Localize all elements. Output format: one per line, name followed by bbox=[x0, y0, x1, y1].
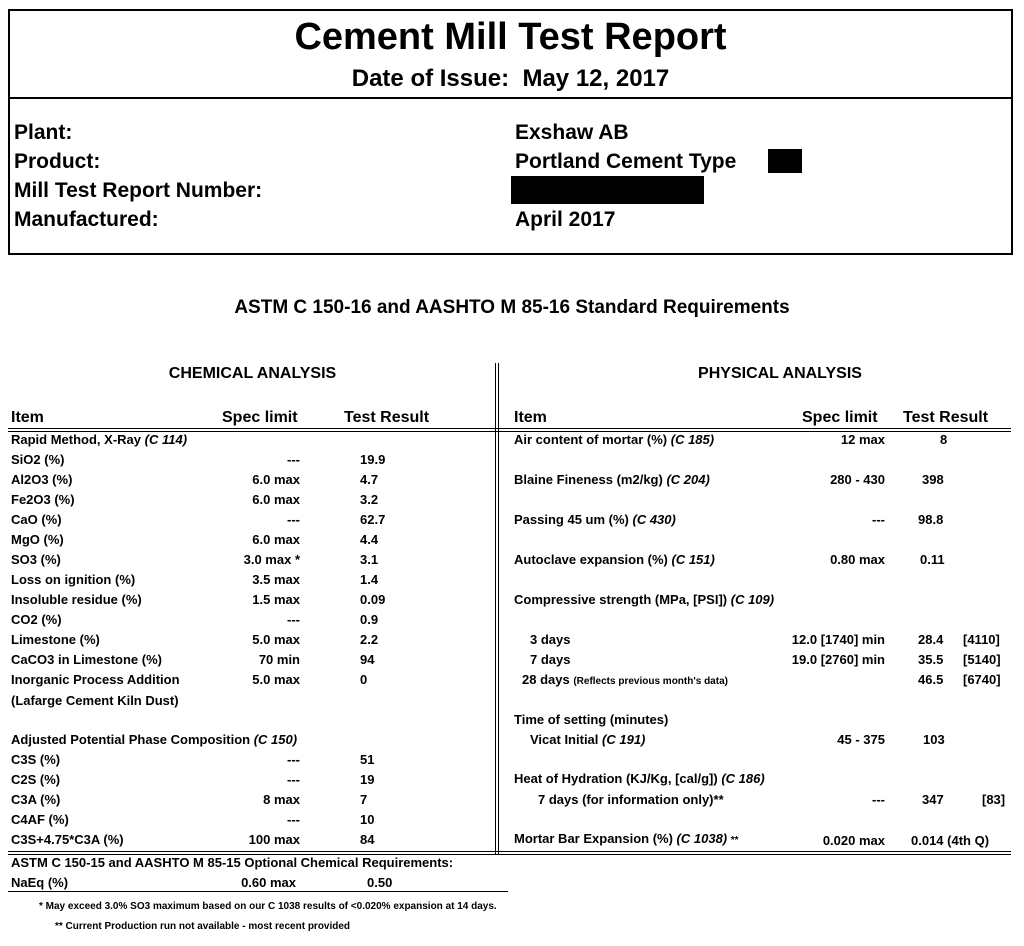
chem-row-spec: --- bbox=[287, 452, 300, 467]
naeq-item: NaEq (%) bbox=[11, 875, 69, 890]
vicat-result: 103 bbox=[923, 732, 945, 747]
chem-row-item: SO3 (%) bbox=[11, 552, 61, 567]
vicat-label bbox=[530, 732, 645, 747]
chem-row-spec: --- bbox=[287, 812, 300, 827]
d7-spec: 19.0 [2760] min bbox=[791, 652, 885, 667]
compressive-label-text: Compressive strength (MPa, [PSI]) bbox=[514, 592, 728, 607]
chem-row-spec: 8 max bbox=[263, 792, 300, 807]
heat-label bbox=[514, 771, 765, 786]
air-label: Air content of mortar (%) bbox=[514, 432, 668, 447]
report-number-label: Mill Test Report Number: bbox=[14, 179, 263, 202]
chem-row-item: CaO (%) bbox=[11, 512, 62, 527]
chem-row-item: C3A (%) bbox=[11, 792, 61, 807]
passing-ref: (C 430) bbox=[632, 512, 676, 527]
chem-row-spec: 5.0 max bbox=[252, 632, 300, 647]
chem-row-result: 0 bbox=[360, 672, 368, 687]
chem-row-spec: 3.0 max * bbox=[243, 552, 300, 567]
phase-title-label: Adjusted Potential Phase Composition bbox=[11, 732, 251, 747]
chem-row-spec: --- bbox=[287, 612, 300, 627]
mortar-star: ** bbox=[730, 835, 739, 846]
vicat-ref: (C 191) bbox=[602, 732, 646, 747]
blaine-label bbox=[514, 472, 710, 487]
chem-row-spec: 100 max bbox=[248, 832, 300, 847]
d28-result: 46.5 bbox=[918, 672, 944, 687]
d3-label: 3 days bbox=[530, 632, 571, 647]
chem-row-result: 0.9 bbox=[360, 612, 379, 627]
setting-label: Time of setting (minutes) bbox=[514, 712, 669, 727]
phase-title-ref: (C 150) bbox=[253, 732, 298, 747]
heat-ref: (C 186) bbox=[721, 771, 765, 786]
air-result: 8 bbox=[940, 432, 948, 447]
chem-row-result: 62.7 bbox=[360, 512, 386, 527]
chem-row-result: 7 bbox=[360, 792, 368, 807]
phase-title bbox=[11, 732, 297, 747]
blaine-result: 398 bbox=[922, 472, 944, 487]
heat7-label: 7 days (for information only)** bbox=[538, 792, 724, 807]
header-rule-top bbox=[8, 428, 1011, 429]
blaine-ref: (C 204) bbox=[666, 472, 710, 487]
manufactured-value: April 2017 bbox=[515, 208, 616, 231]
optional-rule bbox=[8, 891, 508, 892]
d3-psi: [4110] bbox=[963, 632, 1000, 647]
redacted-report-number bbox=[511, 176, 704, 204]
issue-date-value: May 12, 2017 bbox=[522, 65, 670, 92]
passing-label bbox=[514, 512, 676, 527]
chem-row-result: 2.2 bbox=[360, 632, 379, 647]
naeq-spec: 0.60 max bbox=[241, 875, 296, 890]
blaine-label-text: Blaine Fineness (m2/kg) bbox=[514, 472, 663, 487]
chem-row-spec: 6.0 max bbox=[252, 472, 300, 487]
d28-note: (Reflects previous month's data) bbox=[573, 676, 728, 687]
chem-method-ref: (C 114) bbox=[144, 432, 188, 447]
phys-col-item: Item bbox=[514, 409, 547, 426]
autoclave-result: 0.11 bbox=[920, 552, 945, 567]
d7-result: 35.5 bbox=[918, 652, 944, 667]
chem-col-result: Test Result bbox=[344, 409, 430, 426]
d28-label bbox=[522, 672, 728, 687]
plant-label: Plant: bbox=[14, 121, 73, 144]
autoclave-spec: 0.80 max bbox=[830, 552, 885, 567]
chem-row-result: 19 bbox=[360, 772, 375, 787]
chem-row-item: C3S+4.75*C3A (%) bbox=[11, 832, 124, 847]
report-title: Cement Mill Test Report bbox=[294, 16, 727, 58]
chem-row-item: Limestone (%) bbox=[11, 632, 100, 647]
mortar-ref: (C 1038) bbox=[676, 831, 728, 846]
chem-row-item: CO2 (%) bbox=[11, 612, 62, 627]
passing-label-text: Passing 45 um (%) bbox=[514, 512, 629, 527]
chem-row-result: 51 bbox=[360, 752, 375, 767]
vicat-spec: 45 - 375 bbox=[837, 732, 885, 747]
air-content-label bbox=[514, 432, 714, 447]
chem-row-spec: --- bbox=[287, 752, 300, 767]
chem-row-item: SiO2 (%) bbox=[11, 452, 65, 467]
mortar-label bbox=[514, 831, 739, 846]
bottom-rule-top bbox=[8, 851, 1011, 852]
air-spec: 12 max bbox=[840, 432, 885, 447]
chem-row-spec: 5.0 max bbox=[252, 672, 300, 687]
autoclave-label bbox=[514, 552, 715, 567]
phys-col-spec: Spec limit bbox=[802, 409, 878, 426]
chem-row-result: 19.9 bbox=[360, 452, 386, 467]
chem-row-result: 1.4 bbox=[360, 572, 379, 587]
d3-spec: 12.0 [1740] min bbox=[791, 632, 885, 647]
chem-row-item: C4AF (%) bbox=[11, 812, 69, 827]
naeq-result: 0.50 bbox=[367, 875, 393, 890]
column-divider-left bbox=[495, 363, 496, 855]
physical-section-title: PHYSICAL ANALYSIS bbox=[698, 365, 862, 382]
heat7-cal: [83] bbox=[982, 792, 1006, 807]
chem-row-item: C2S (%) bbox=[11, 772, 61, 787]
chem-row-spec: 70 min bbox=[258, 652, 300, 667]
chem-row-item: MgO (%) bbox=[11, 532, 64, 547]
column-divider-right bbox=[498, 363, 499, 855]
chem-row-item: Al2O3 (%) bbox=[11, 472, 73, 487]
d7-psi: [5140] bbox=[963, 652, 1001, 667]
chem-row-result: 0.09 bbox=[360, 592, 386, 607]
mortar-spec: 0.020 max bbox=[822, 833, 885, 848]
manufactured-label: Manufactured: bbox=[14, 208, 159, 231]
mortar-result: 0.014 (4th Q) bbox=[911, 833, 990, 848]
standard-title: ASTM C 150-16 and AASHTO M 85-16 Standard Requirements bbox=[234, 297, 790, 318]
chem-row-spec: 1.5 max bbox=[252, 592, 300, 607]
chem-method bbox=[11, 432, 187, 447]
d28-psi: [6740] bbox=[963, 672, 1001, 687]
chem-row-spec: --- bbox=[287, 772, 300, 787]
chem-row-result: 3.2 bbox=[360, 492, 379, 507]
chem-row-result: 4.7 bbox=[360, 472, 379, 487]
chem-row-spec: 6.0 max bbox=[252, 532, 300, 547]
d3-result: 28.4 bbox=[918, 632, 944, 647]
blaine-spec: 280 - 430 bbox=[830, 472, 885, 487]
autoclave-label-text: Autoclave expansion (%) bbox=[514, 552, 668, 567]
product-label: Product: bbox=[14, 150, 101, 173]
chem-row-item: Insoluble residue (%) bbox=[11, 592, 142, 607]
phys-col-result: Test Result bbox=[903, 409, 989, 426]
chem-row-result: 3.1 bbox=[360, 552, 379, 567]
chem-row-item: CaCO3 in Limestone (%) bbox=[11, 652, 162, 667]
chem-row-result: 4.4 bbox=[360, 532, 379, 547]
compressive-label bbox=[514, 592, 774, 607]
issue-date-line bbox=[8, 64, 1013, 94]
heat7-result: 347 bbox=[922, 792, 944, 807]
chem-row-result: 94 bbox=[360, 652, 375, 667]
chem-row-item: C3S (%) bbox=[11, 752, 61, 767]
compressive-ref: (C 109) bbox=[730, 592, 775, 607]
chem-col-item: Item bbox=[11, 409, 44, 426]
chemical-section-title: CHEMICAL ANALYSIS bbox=[168, 365, 337, 382]
ipa-note: (Lafarge Cement Kiln Dust) bbox=[11, 693, 179, 708]
chem-method-label: Rapid Method, X-Ray bbox=[11, 432, 142, 447]
chem-row-spec: 3.5 max bbox=[252, 572, 300, 587]
heat7-spec: --- bbox=[872, 792, 885, 807]
chem-row-spec: --- bbox=[287, 512, 300, 527]
product-value: Portland Cement Type bbox=[515, 150, 737, 173]
footnote-2: ** Current Production run not available - most recent provided bbox=[55, 921, 351, 932]
chem-row-item: Inorganic Process Addition bbox=[11, 672, 180, 687]
redacted-type bbox=[768, 149, 802, 173]
optional-title: ASTM C 150-15 and AASHTO M 85-15 Optional Chemical Requirements: bbox=[11, 855, 454, 870]
chem-row-item: Loss on ignition (%) bbox=[11, 572, 136, 587]
footnote-1: * May exceed 3.0% SO3 maximum based on our C 1038 results of <0.020% expansion at 14 days. bbox=[39, 901, 497, 912]
passing-result: 98.8 bbox=[918, 512, 944, 527]
passing-spec: --- bbox=[872, 512, 885, 527]
air-ref: (C 185) bbox=[670, 432, 715, 447]
issue-date-label: Date of Issue: bbox=[351, 65, 510, 92]
chem-row-item: Fe2O3 (%) bbox=[11, 492, 75, 507]
heat-label-text: Heat of Hydration (KJ/Kg, [cal/g]) bbox=[514, 771, 718, 786]
plant-value: Exshaw AB bbox=[515, 121, 629, 144]
autoclave-ref: (C 151) bbox=[671, 552, 715, 567]
vicat-label-text: Vicat Initial bbox=[530, 732, 599, 747]
mortar-label-text: Mortar Bar Expansion (%) bbox=[514, 831, 673, 846]
chem-col-spec: Spec limit bbox=[222, 409, 298, 426]
d7-label: 7 days bbox=[530, 652, 571, 667]
chem-row-spec: 6.0 max bbox=[252, 492, 300, 507]
d28-label-text: 28 days bbox=[522, 672, 570, 687]
chem-row-result: 10 bbox=[360, 812, 375, 827]
chem-row-result: 84 bbox=[360, 832, 375, 847]
